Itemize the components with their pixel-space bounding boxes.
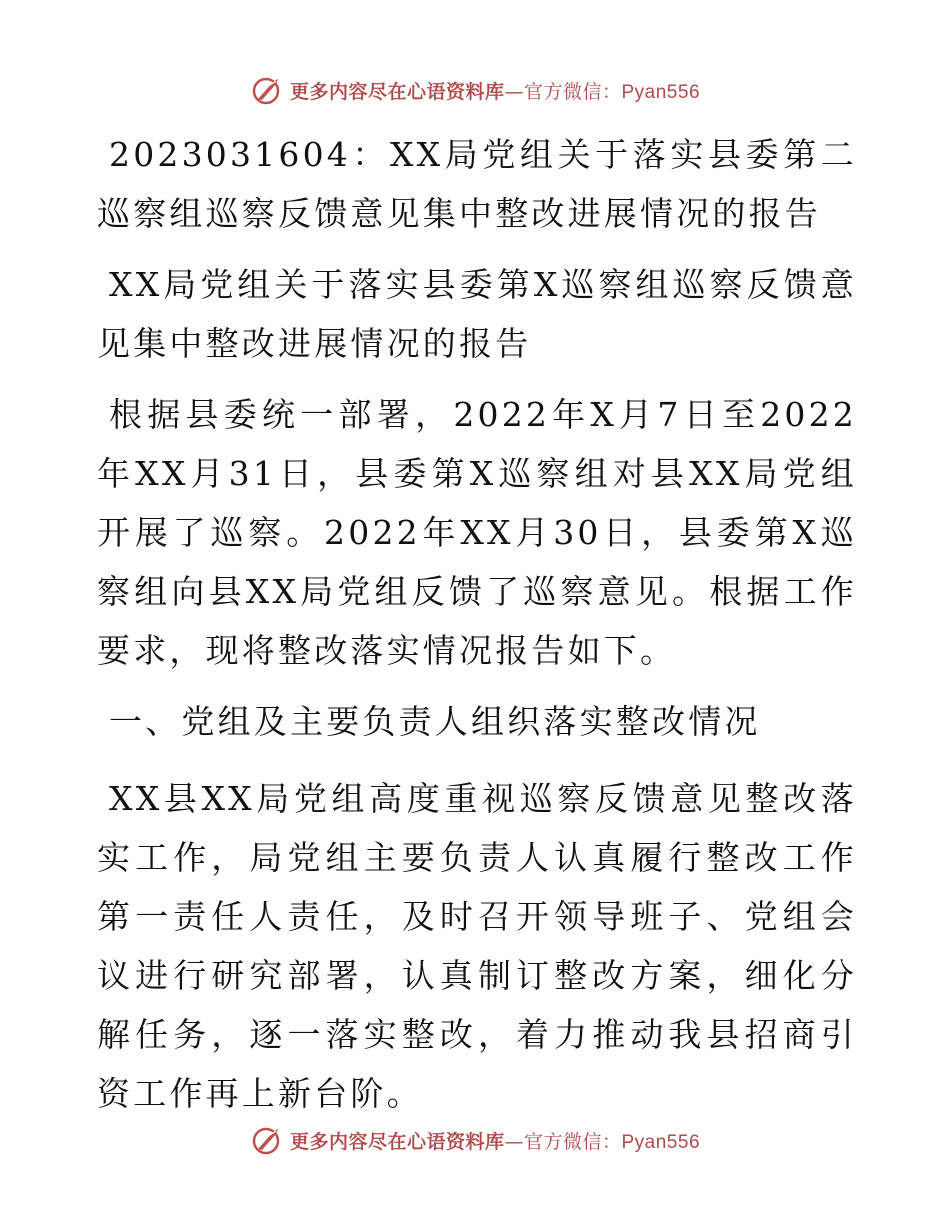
footer-banner-text [290, 1127, 700, 1154]
header-banner [0, 70, 950, 110]
banner-wechat-id: Pyan556 [621, 1131, 701, 1153]
document-title: 2023031604：XX局党组关于落实县委第二巡察组巡察反馈意见集中整改进展情况的报告 [97, 135, 857, 233]
footer-banner [0, 1120, 950, 1160]
section-heading: 一、党组及主要负责人组织落实整改情况 [109, 702, 761, 741]
banner-label: 官方微信： [523, 1130, 622, 1153]
document-body [97, 125, 857, 1135]
banner-separator: — [504, 80, 524, 103]
banner-wechat-id: Pyan556 [621, 81, 701, 103]
banner-main-text: 更多内容尽在心语资料库 [289, 80, 505, 103]
paragraph-body: XX县XX局党组高度重视巡察反馈意见整改落实工作，局党组主要负责人认真履行整改工作第一责任人责任，及时召开领导班子、党组会议进行研究部署，认真制订整改方案，细化分解任务，逐一落实整改，着力推动我县招商引资工作再上新台阶。 [97, 779, 857, 1113]
header-banner-text [290, 77, 700, 104]
banner-label: 官方微信： [523, 80, 622, 103]
paragraph-intro: 根据县委统一部署，2022年X月7日至2022年XX月31日，县委第X巡察组对县XX局党组开展了巡察。2022年XX月30日，县委第X巡察组向县XX局党组反馈了巡察意见。根据工作要求，现将整改落实情况报告如下。 [97, 395, 857, 670]
banner-separator: — [504, 1130, 524, 1153]
document-subtitle: XX局党组关于落实县委第X巡察组巡察反馈意见集中整改进展情况的报告 [97, 265, 857, 363]
quill-logo-icon [250, 1123, 284, 1157]
banner-main-text: 更多内容尽在心语资料库 [289, 1130, 505, 1153]
quill-logo-icon [250, 73, 284, 107]
